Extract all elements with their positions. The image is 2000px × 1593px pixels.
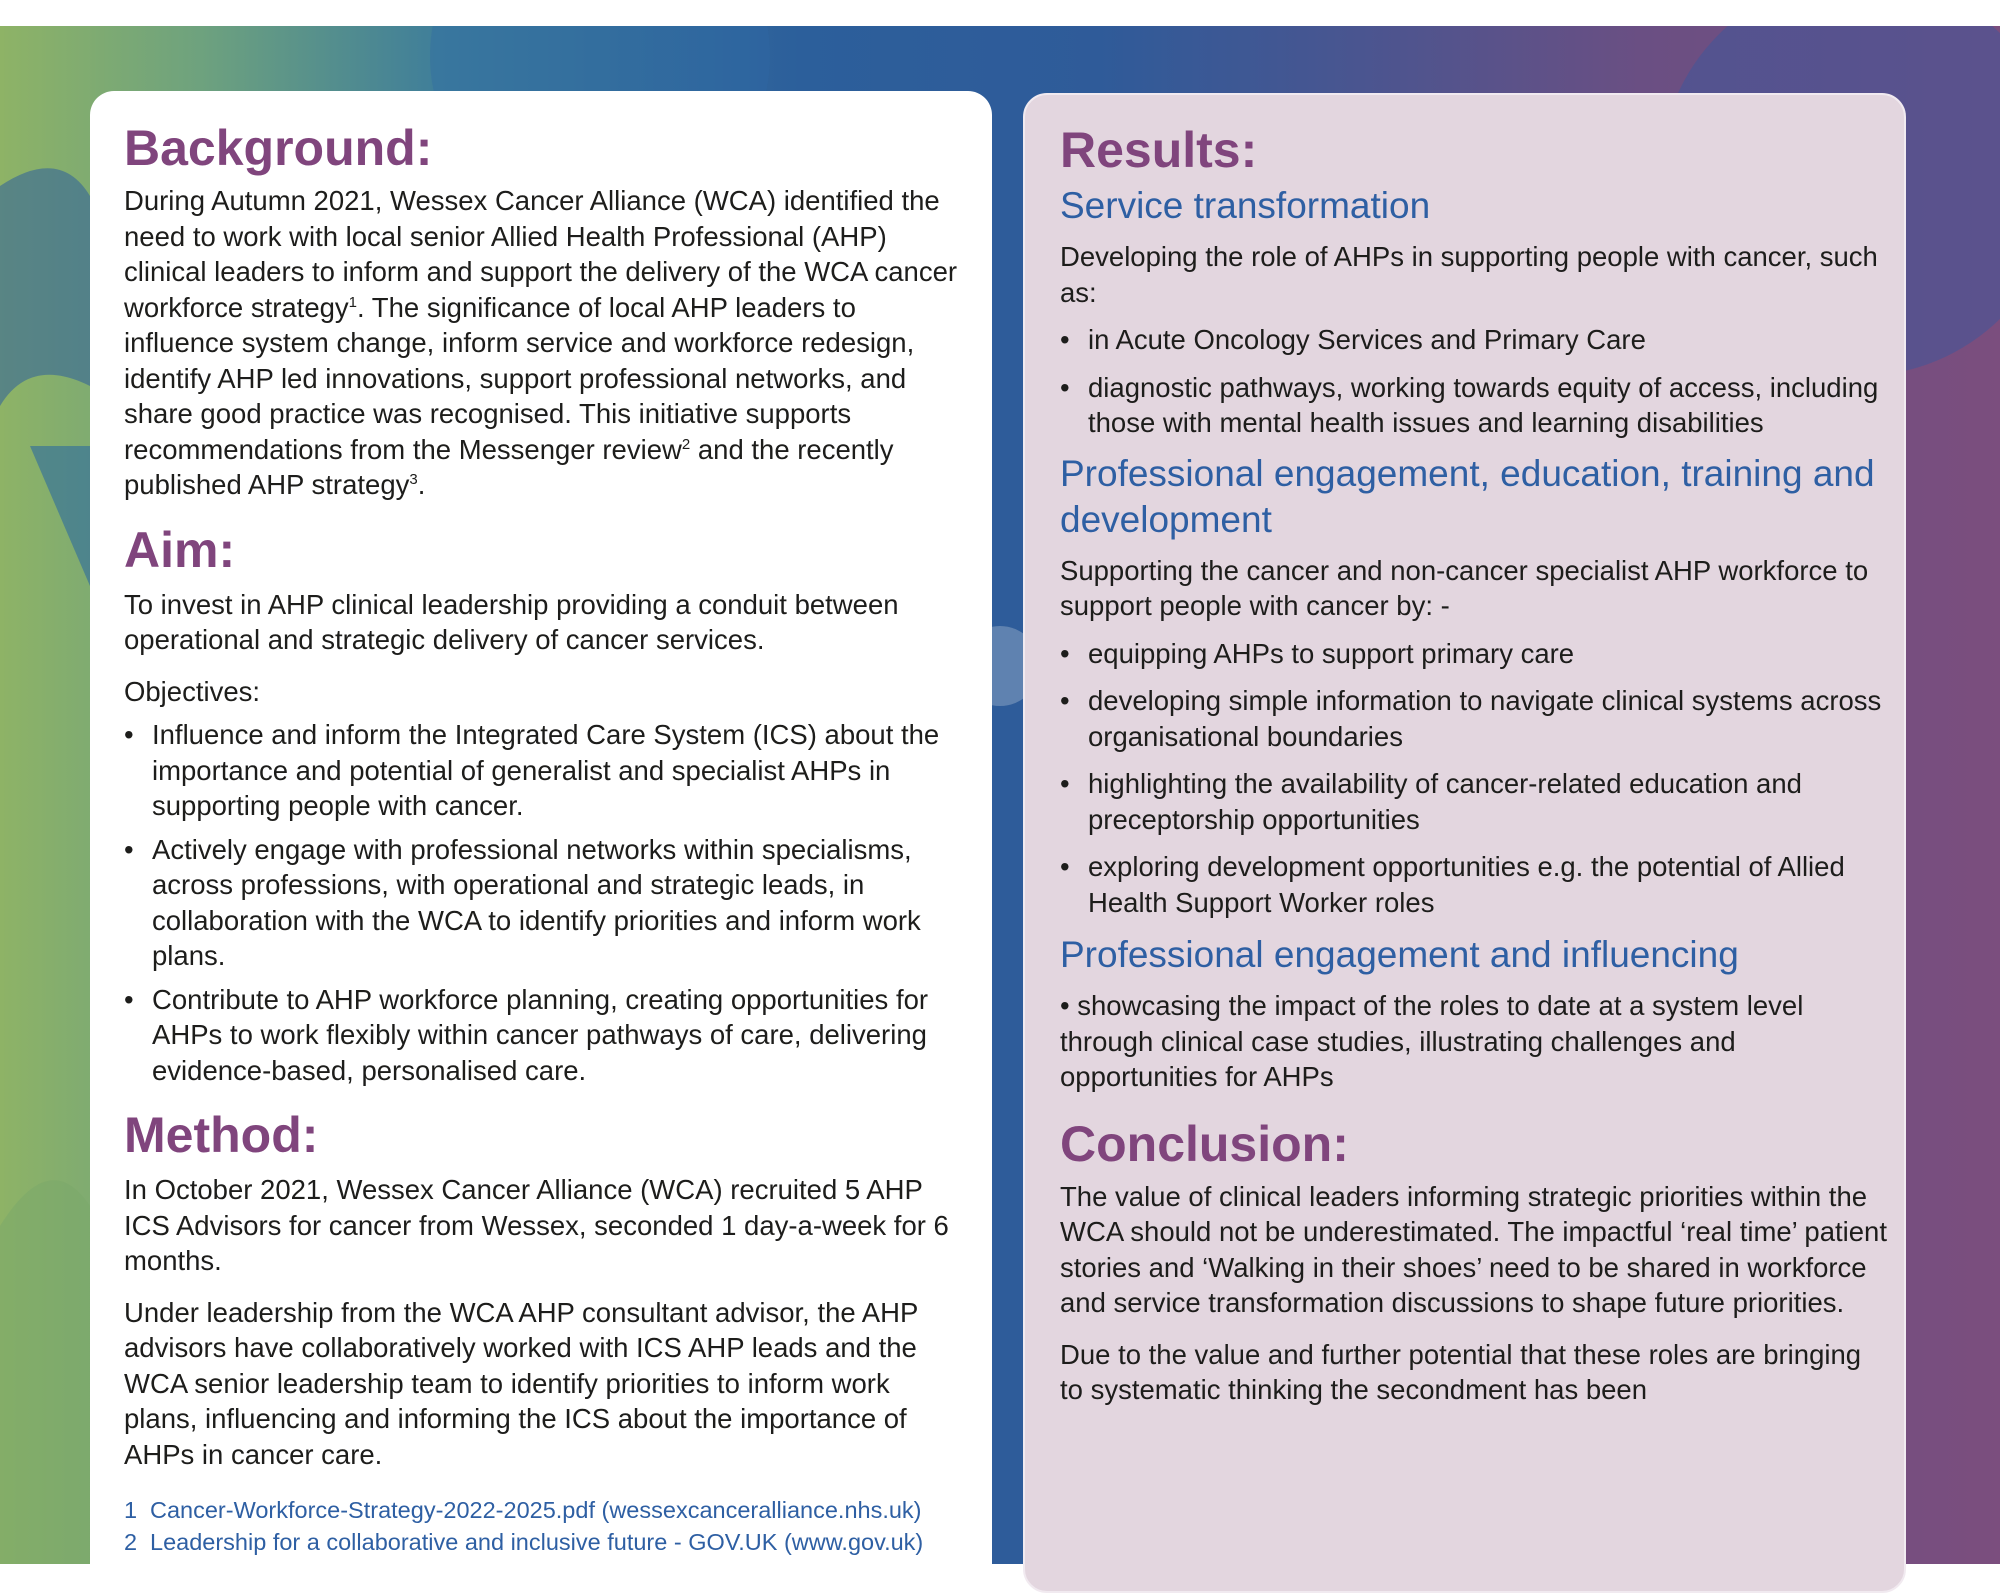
footnote-link[interactable]	[124, 1526, 964, 1558]
background-text-1: During Autumn 2021, Wessex Cancer Alliance (WCA) identified the need to work with local senior Allied Health Professional (AHP) clinical leaders to inform and support the delivery of the WCA cancer workforce strategy	[124, 185, 958, 323]
list-item	[1060, 370, 1890, 441]
conclusion-paragraph-1: The value of clinical leaders informing strategic priorities within the WCA should not be underestimated. The impactful ‘real time’ patient stories and ‘Walking in their shoes’ need to be shared in workforce and service transformation discussions to shape future priorities.	[1060, 1180, 1887, 1318]
objective-2: Actively engage with professional networks within specialisms, across professions, with operational and strategic leads, in collaboration with the WCA to identify priorities and inform work plans.	[152, 833, 921, 971]
education-heading: Professional engagement, education, training and development	[1060, 452, 1875, 540]
reference-3: 3	[409, 470, 418, 488]
reference-1: 1	[348, 293, 358, 311]
education-bullet-3: highlighting the availability of cancer-related education and preceptorship opportunities	[1088, 768, 1802, 835]
education-bullet-2: developing simple information to navigate clinical systems across organisational boundaries	[1088, 685, 1882, 752]
objectives-list	[124, 717, 964, 1088]
list-item	[1060, 766, 1890, 837]
service-bullet-2: diagnostic pathways, working towards equity of access, including those with mental health issues and learning disabilities	[1088, 371, 1879, 438]
aim-text: To invest in AHP clinical leadership providing a conduit between operational and strategic delivery of cancer services.	[124, 588, 899, 655]
reference-2: 2	[681, 435, 691, 453]
list-item	[124, 982, 964, 1089]
bullet-marker: •	[1060, 637, 1070, 669]
education-list	[1060, 636, 1890, 921]
education-intro: Supporting the cancer and non-cancer specialist AHP workforce to support people with cancer by: -	[1060, 554, 1869, 621]
footnote-text: Leadership for a collaborative and inclusive future - GOV.UK (www.gov.uk)	[150, 1529, 924, 1555]
footnote-link[interactable]	[124, 1494, 964, 1526]
bullet-marker: •	[1060, 324, 1070, 355]
top-strip	[0, 0, 2000, 26]
method-paragraph-2: Under leadership from the WCA AHP consultant advisor, the AHP advisors have collaboratively worked with ICS AHP leads and the WCA senior leadership team to identify priorities to inform work plans, influencing and informing the ICS about the importance of AHPs in cancer care.	[124, 1296, 918, 1470]
bullet-marker: •	[1060, 768, 1070, 799]
list-item	[124, 717, 964, 824]
conclusion-heading: Conclusion:	[1060, 1115, 1349, 1172]
method-paragraph-1: In October 2021, Wessex Cancer Alliance (WCA) recruited 5 AHP ICS Advisors for cancer from Wessex, seconded 1 day-a-week for 6 months.	[124, 1174, 949, 1276]
service-intro: Developing the role of AHPs in supporting people with cancer, such as:	[1060, 241, 1878, 308]
influencing-heading: Professional engagement and influencing	[1060, 934, 1739, 975]
list-item	[1060, 849, 1890, 920]
method-heading: Method:	[124, 1107, 319, 1163]
left-column	[124, 119, 964, 1558]
bullet-marker: •	[1060, 851, 1070, 882]
background-paragraph	[124, 183, 964, 503]
footnotes	[124, 1494, 964, 1558]
list-item	[1060, 683, 1890, 754]
bullet-marker: •	[124, 719, 134, 750]
bullet-marker: •	[124, 833, 134, 865]
objectives-label: Objectives:	[124, 675, 261, 707]
left-panel	[90, 91, 992, 1591]
background-heading: Background:	[124, 120, 433, 176]
service-transformation-heading: Service transformation	[1060, 185, 1431, 226]
footnote-number: 2	[124, 1529, 138, 1555]
influencing-text: • showcasing the impact of the roles to date at a system level through clinical case studies, illustrating challenges and opportunities for AHPs	[1060, 990, 1804, 1092]
bullet-marker: •	[124, 983, 134, 1015]
list-item	[1060, 322, 1890, 358]
bullet-marker: •	[1060, 371, 1070, 403]
service-bullet-1: in Acute Oncology Services and Primary Care	[1088, 324, 1646, 355]
objective-3: Contribute to AHP workforce planning, creating opportunities for AHPs to work flexibly within cancer pathways of care, delivering evidence-based, personalised care.	[152, 983, 929, 1086]
background-text-2: . The significance of local AHP leaders to influence system change, inform service and workforce redesign, identify AHP led innovations, support professional networks, and share good practice was recognised. This initiative supports recommendations from the Messenger review	[124, 291, 915, 465]
education-bullet-4: exploring development opportunities e.g. the potential of Allied Health Support Worker roles	[1088, 851, 1845, 918]
aim-heading: Aim:	[124, 521, 236, 578]
results-heading: Results:	[1060, 122, 1258, 178]
conclusion-paragraph-2: Due to the value and further potential that these roles are bringing to systematic thinking the secondment has been	[1060, 1338, 1862, 1405]
right-column	[1060, 121, 1890, 1408]
footnote-number: 1	[124, 1497, 138, 1523]
background-text-3: and the recently published AHP strategy	[124, 433, 894, 500]
footnote-text: Cancer-Workforce-Strategy-2022-2025.pdf (wessexcanceralliance.nhs.uk)	[150, 1497, 922, 1523]
right-panel	[1023, 93, 1906, 1593]
background-text-4: .	[417, 469, 426, 500]
objective-1: Influence and inform the Integrated Care System (ICS) about the importance and potential of generalist and specialist AHPs in supporting people with cancer.	[152, 719, 940, 821]
education-bullet-1: equipping AHPs to support primary care	[1088, 637, 1575, 669]
list-item	[1060, 636, 1890, 672]
list-item	[124, 832, 964, 974]
bullet-marker: •	[1060, 685, 1070, 716]
service-list	[1060, 322, 1890, 441]
